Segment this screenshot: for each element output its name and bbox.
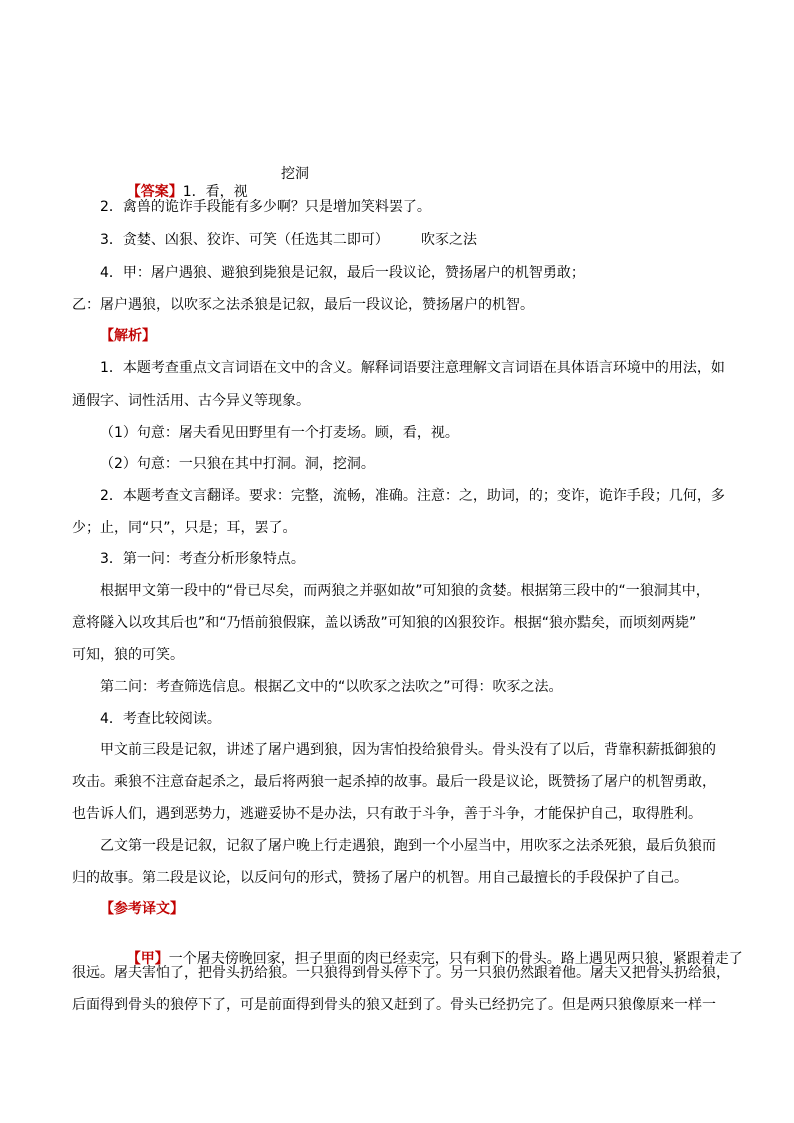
analysis-p4b-text-2: 归的故事。第二段是议论，以反问句的形式，赞扬了屠户的机智。用自己最擅长的手段保护了自己。 [72,870,688,886]
analysis-p2-text-2: 少；止，同“只”，只是；耳，罢了。 [72,520,297,536]
analysis-p3-second-text: 第二问：考查筛选信息。根据乙文中的“以吹豕之法吹之”可得：吹豕之法。 [100,679,563,695]
translation-text-3: 后面得到骨头的狼停下了，可是前面得到骨头的狼又赶到了。骨头已经扔完了。但是两只狼像原来一样一 [72,997,716,1013]
translation-text-2: 很远。屠夫害怕了，把骨头扔给狼。一只狼得到骨头停下了。另一只狼仍然跟着他。屠夫又把骨头扔给狼， [72,965,730,981]
analysis-p4a-text-1: 甲文前三段是记叙，讲述了屠户遇到狼，因为害怕投给狼骨头。骨头没有了以后，背靠积薪抵御狼的 [100,742,716,758]
analysis-tag: 【解析】 [100,328,156,344]
translation-text-1: 一个屠夫傍晚回家，担子里面的肉已经卖完，只有剩下的骨头。路上遇见两只狼，紧跟着走了 [168,951,743,967]
answer-3-prefix: 3．贪婪、凶狠、狡诈、可笑（任选其二即可） [100,232,389,248]
analysis-p3-head-text: 3．第一问：考查分析形象特点。 [100,551,305,567]
answer-3-suffix: 吹豕之法 [421,232,477,248]
analysis-p3-text-3: 可知，狼的可笑。 [72,647,184,663]
analysis-p4a-text-3: 也告诉人们，遇到恶势力，逃避妥协不是办法，只有敢于斗争，善于斗争，才能保护自己，取得胜利。 [72,806,702,822]
analysis-p4a-text-2: 攻击。乘狼不注意奋起杀之，最后将两狼一起杀掉的故事。最后一段是议论，既赞扬了屠户的机智勇敢， [72,774,716,790]
analysis-p1-item-1-text: （1）句意：屠夫看见田野里有一个打麦场。顾，看，视。 [100,425,459,441]
analysis-p2-text-1: 2．本题考查文言翻译。要求：完整，流畅，准确。注意：之，助词，的；变诈，诡诈手段；几何，多 [100,488,725,504]
analysis-p3-text-1: 根据甲文第一段中的“骨已尽矣，而两狼之并驱如故”可知狼的贪婪。根据第三段中的“一狼洞其中， [100,583,710,599]
answer-4-line-2: 乙：屠户遇狼，以吹豕之法杀狼是记叙，最后一段议论，赞扬屠户的机智。 [72,297,534,313]
answer-2: 2．禽兽的诡诈手段能有多少啊？只是增加笑料罢了。 [100,199,431,215]
answer-1-prefix: 1．看，视 [182,184,248,200]
analysis-p1-item-2-text: （2）句意：一只狼在其中打洞。洞，挖洞。 [100,456,375,472]
analysis-p1-text-1: 1．本题考查重点文言词语在文中的含义。解释词语要注意理解文言词语在具体语言环境中的用法，如 [100,360,725,376]
analysis-p4b-text-1: 乙文第一段是记叙，记叙了屠户晚上行走遇狼，跑到一个小屋当中，用吹豕之法杀死狼，最后负狼而 [100,838,716,854]
answer-tag: 【答案】 [126,184,183,200]
translation-jia-tag: 【甲】 [126,951,169,967]
translation-tag: 【参考译文】 [100,901,184,917]
answer-4-line-1: 4．甲：屠户遇狼、避狼到毙狼是记叙，最后一段议论，赞扬屠户的机智勇敢； [100,265,585,281]
analysis-p4-head-text: 4．考查比较阅读。 [100,711,221,727]
analysis-p3-text-2: 意将隧入以攻其后也”和“乃悟前狼假寐，盖以诱敌”可知狼的凶狠狡诈。根据“狼亦黠矣，而顷刻两毙” [72,615,697,631]
analysis-p1-text-2: 通假字、词性活用、古今异义等现象。 [72,393,310,409]
answer-1-suffix: 挖洞 [281,166,309,182]
